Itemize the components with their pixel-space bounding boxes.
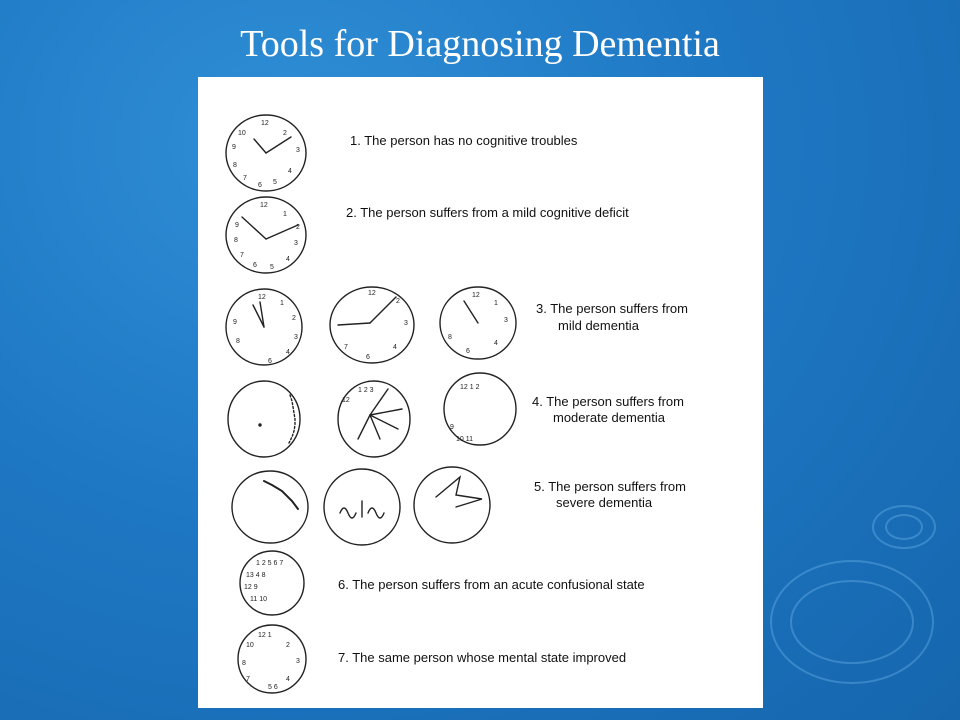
caption-6: 6. The person suffers from an acute confusional state xyxy=(338,577,645,592)
svg-text:4: 4 xyxy=(286,676,290,683)
svg-text:7: 7 xyxy=(344,344,348,351)
svg-text:1: 1 xyxy=(280,300,284,307)
svg-text:5: 5 xyxy=(270,264,274,271)
ripple-decoration xyxy=(790,580,914,664)
slide-title: Tools for Diagnosing Dementia xyxy=(240,23,720,65)
svg-text:2: 2 xyxy=(286,642,290,649)
clock-row-5 xyxy=(232,467,490,545)
svg-text:12: 12 xyxy=(368,290,376,297)
svg-text:10: 10 xyxy=(238,130,246,137)
svg-text:2: 2 xyxy=(283,130,287,137)
svg-text:4: 4 xyxy=(288,168,292,175)
svg-text:3: 3 xyxy=(504,317,508,324)
svg-text:9: 9 xyxy=(235,222,239,229)
clock-drawing-figure xyxy=(198,77,763,708)
svg-text:2: 2 xyxy=(296,224,300,231)
svg-text:4: 4 xyxy=(393,344,397,351)
svg-text:2: 2 xyxy=(396,298,400,305)
svg-text:12: 12 xyxy=(472,292,480,299)
svg-text:3: 3 xyxy=(404,320,408,327)
svg-text:7: 7 xyxy=(246,676,250,683)
svg-text:6: 6 xyxy=(366,354,370,361)
svg-text:9: 9 xyxy=(233,319,237,326)
clock-row-4 xyxy=(228,373,516,457)
svg-text:13 4 8: 13 4 8 xyxy=(246,572,266,579)
svg-text:3: 3 xyxy=(296,658,300,665)
clock-row-1 xyxy=(226,115,306,191)
svg-text:9: 9 xyxy=(232,144,236,151)
svg-text:3: 3 xyxy=(294,240,298,247)
svg-text:5: 5 xyxy=(273,179,277,186)
caption-5-line2: severe dementia xyxy=(556,495,653,510)
svg-text:9: 9 xyxy=(450,424,454,431)
svg-text:12: 12 xyxy=(260,202,268,209)
clock-row-6 xyxy=(240,551,304,615)
svg-text:8: 8 xyxy=(242,660,246,667)
caption-7: 7. The same person whose mental state improved xyxy=(338,650,627,665)
svg-text:1 2 5 6 7: 1 2 5 6 7 xyxy=(256,560,284,567)
svg-text:3: 3 xyxy=(296,147,300,154)
svg-text:12 1 2: 12 1 2 xyxy=(460,384,480,391)
caption-4-line2: moderate dementia xyxy=(553,410,666,425)
svg-text:6: 6 xyxy=(268,358,272,365)
svg-text:8: 8 xyxy=(234,237,238,244)
caption-3-line1: 3. The person suffers from xyxy=(536,301,688,316)
caption-4-line1: 4. The person suffers from xyxy=(532,394,684,409)
clock-row-3 xyxy=(226,287,516,365)
clock-row-7 xyxy=(238,625,306,693)
svg-text:12 9: 12 9 xyxy=(244,584,258,591)
svg-text:2: 2 xyxy=(292,315,296,322)
svg-text:7: 7 xyxy=(240,252,244,259)
svg-text:10 11: 10 11 xyxy=(456,436,473,443)
clock-row-2 xyxy=(226,197,306,273)
svg-text:12: 12 xyxy=(342,397,350,404)
svg-text:8: 8 xyxy=(233,162,237,169)
svg-text:7: 7 xyxy=(243,175,247,182)
caption-1: 1. The person has no cognitive troubles xyxy=(350,133,578,148)
svg-text:6: 6 xyxy=(258,182,262,189)
caption-3-line2: mild dementia xyxy=(558,318,639,333)
svg-text:3: 3 xyxy=(294,334,298,341)
svg-text:1 2 3: 1 2 3 xyxy=(358,387,374,394)
svg-text:4: 4 xyxy=(286,256,290,263)
svg-text:5 6: 5 6 xyxy=(268,684,278,691)
svg-text:1: 1 xyxy=(494,300,498,307)
caption-2: 2. The person suffers from a mild cognitive deficit xyxy=(346,205,629,220)
svg-text:12: 12 xyxy=(258,294,266,301)
svg-text:8: 8 xyxy=(448,334,452,341)
svg-text:4: 4 xyxy=(494,340,498,347)
svg-text:12 1: 12 1 xyxy=(258,632,272,639)
clock-drawings xyxy=(198,77,763,708)
svg-text:6: 6 xyxy=(466,348,470,355)
svg-text:12: 12 xyxy=(261,120,269,127)
svg-text:4: 4 xyxy=(286,349,290,356)
svg-text:11 10: 11 10 xyxy=(250,596,267,603)
caption-5-line1: 5. The person suffers from xyxy=(534,479,686,494)
ripple-decoration xyxy=(885,514,923,540)
svg-text:1: 1 xyxy=(283,211,287,218)
svg-text:10: 10 xyxy=(246,642,254,649)
svg-text:6: 6 xyxy=(253,262,257,269)
svg-text:8: 8 xyxy=(236,338,240,345)
